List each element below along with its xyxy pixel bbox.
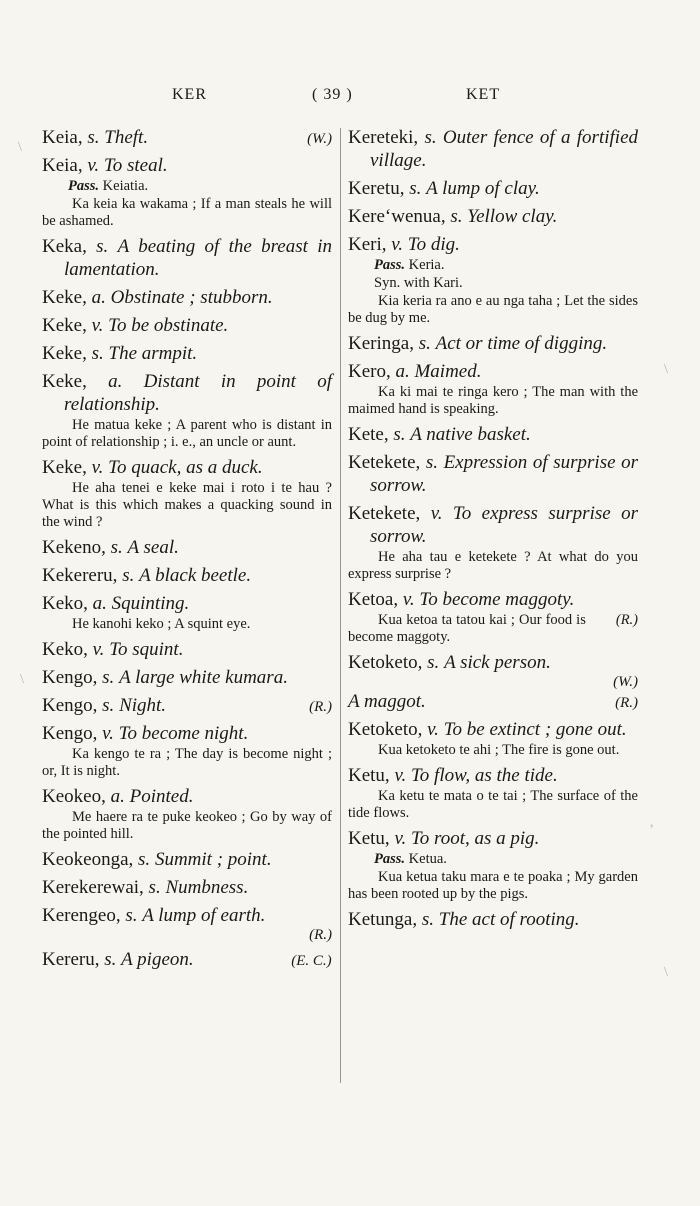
usage-example [348, 549, 638, 583]
part-of-speech: v. [427, 719, 439, 740]
part-of-speech: v. [92, 639, 105, 660]
part-of-speech: a. [92, 593, 107, 614]
part-of-speech: s. [138, 849, 151, 870]
entry-headline [42, 235, 332, 281]
margin-tick-mark: \ [664, 362, 668, 377]
dictionary-entry [42, 666, 332, 689]
entry-headline [348, 651, 638, 674]
part-of-speech: v. [91, 315, 104, 336]
headword: Kengo, [42, 723, 98, 744]
entry-headline [42, 694, 332, 717]
headword: Keko, [42, 639, 88, 660]
dictionary-entry [42, 876, 332, 899]
part-of-speech: s. [122, 565, 135, 586]
example-text: Kua ketua taku mara e te poaka ; My garden has been rooted up by the pigs. [348, 869, 638, 902]
entry-headline [42, 456, 332, 479]
part-of-speech: a. [91, 287, 106, 308]
usage-example [42, 417, 332, 451]
usage-example [348, 869, 638, 903]
dictionary-entry [42, 342, 332, 365]
headword: Keretu, [348, 178, 405, 199]
source-reference: (R.) [309, 699, 332, 715]
entry-headline [42, 722, 332, 745]
definition: A black beetle. [139, 565, 252, 586]
dictionary-entry [42, 564, 332, 587]
dictionary-entry [348, 588, 638, 646]
margin-tick-mark: \ [664, 965, 668, 980]
example-text: He matua keke ; A parent who is distant in point of relationship ; i. e., an uncle or aunt. [42, 417, 332, 450]
header-right-guide-word: KET [466, 86, 501, 103]
entry-headline [42, 848, 332, 871]
dictionary-entry [42, 235, 332, 281]
headword: Kekereru, [42, 565, 118, 586]
margin-tick-mark: \ [20, 672, 24, 687]
definition: To dig. [407, 234, 460, 255]
dictionary-entry [348, 764, 638, 822]
margin-tick-mark: , [650, 815, 654, 830]
headword: Keokeonga, [42, 849, 134, 870]
definition: Numbness. [165, 877, 249, 898]
part-of-speech: v. [430, 503, 443, 524]
margin-tick-mark: \ [18, 140, 22, 155]
example-text: Kia keria ra ano e au nga taha ; Let the sides be dug by me. [348, 293, 638, 326]
entry-headline [42, 666, 332, 689]
headword: Kerengeo, [42, 905, 121, 926]
synonym-note: Syn. with Kari. [374, 275, 463, 291]
entry-headline [348, 451, 638, 497]
part-of-speech: s. [104, 949, 117, 970]
usage-example [348, 788, 638, 822]
source-reference: (W.) [613, 674, 638, 690]
dictionary-entry [42, 286, 332, 309]
dictionary-entry [348, 451, 638, 497]
usage-example [348, 384, 638, 418]
dictionary-entry [42, 785, 332, 843]
dictionary-entry [348, 233, 638, 327]
part-of-speech: s. [110, 537, 123, 558]
headword: Keia, [42, 127, 83, 148]
passive-label: Pass. [374, 851, 406, 867]
dictionary-entry [42, 948, 332, 971]
usage-example [42, 196, 332, 230]
definition: To express surprise or sorrow. [370, 503, 639, 547]
headword: Ketoketo, [348, 719, 423, 740]
dictionary-entry [42, 694, 332, 717]
part-of-speech: s. [409, 178, 422, 199]
entry-headline [348, 233, 638, 256]
definition: Maimed. [414, 361, 482, 382]
entry-headline [42, 286, 332, 309]
definition: A large white kumara. [119, 667, 288, 688]
usage-example [348, 612, 638, 646]
definition: The act of rooting. [438, 909, 580, 930]
entry-headline [42, 342, 332, 365]
part-of-speech: v. [402, 589, 415, 610]
definition: Obstinate ; stubborn. [110, 287, 273, 308]
definition: To become night. [118, 723, 249, 744]
part-of-speech: v. [394, 828, 407, 849]
page-header [0, 86, 700, 110]
passive-label: Pass. [68, 178, 100, 194]
entry-headline [348, 718, 638, 741]
usage-example [42, 616, 332, 633]
headword: Ketunga, [348, 909, 418, 930]
entry-headline [348, 126, 638, 172]
example-text: He kanohi keko ; A squint eye. [72, 616, 251, 632]
definition: A lump of earth. [142, 905, 266, 926]
dictionary-entry [42, 154, 332, 230]
definition: Expression of surprise or sorrow. [370, 452, 638, 496]
usage-example [348, 293, 638, 327]
example-text: Kua ketoketo te ahi ; The fire is gone out. [378, 742, 620, 758]
definition: Theft. [104, 127, 149, 148]
headword: Kekeno, [42, 537, 106, 558]
entry-headline [42, 948, 332, 971]
part-of-speech: s. [450, 206, 463, 227]
entry-headline [42, 785, 332, 808]
example-text: Ka ketu te mata o te tai ; The surface of the tide flows. [348, 788, 638, 821]
entry-headline [42, 638, 332, 661]
entry-headline [42, 370, 332, 416]
headword: Ketu, [348, 765, 390, 786]
part-of-speech: v. [102, 723, 114, 744]
passive-form [374, 850, 638, 868]
headword: Keke, [42, 315, 87, 336]
dictionary-entry [348, 360, 638, 418]
example-text: Ka ki mai te ringa kero ; The man with the maimed hand is speaking. [348, 384, 638, 417]
definition: Distant in point of relationship. [64, 371, 332, 415]
entry-headline [42, 154, 332, 177]
part-of-speech: s. [424, 127, 437, 148]
dictionary-entry [348, 827, 638, 903]
entry-headline [348, 908, 638, 931]
part-of-speech: s. [393, 424, 406, 445]
headword: Keri, [348, 234, 387, 255]
headword: Keokeo, [42, 786, 106, 807]
passive-word: Keria. [408, 257, 445, 273]
passive-word: Keiatia. [102, 178, 149, 194]
part-of-speech: v. [91, 457, 104, 478]
part-of-speech: a. [110, 786, 125, 807]
part-of-speech: v. [87, 155, 100, 176]
entry-headline [348, 423, 638, 446]
entry-headline [42, 592, 332, 615]
definition: To become maggoty. [419, 589, 575, 610]
dictionary-entry [348, 908, 638, 931]
passive-label: Pass. [374, 257, 406, 273]
example-text: Me haere ra te puke keokeo ; Go by way of the pointed hill. [42, 809, 332, 842]
usage-example [348, 742, 638, 759]
definition: A beating of the breast in lamentation. [64, 236, 332, 280]
entry-headline [348, 764, 638, 787]
headword: Kete, [348, 424, 389, 445]
passive-word: Ketua. [408, 851, 447, 867]
part-of-speech: s. [91, 343, 104, 364]
headword: Keringa, [348, 333, 414, 354]
source-reference: (E. C.) [291, 953, 332, 969]
entry-headline [348, 332, 638, 355]
definition: To flow, as the tide. [410, 765, 558, 786]
headword: Kero, [348, 361, 391, 382]
part-of-speech: s. [102, 667, 115, 688]
entry-headline [348, 205, 638, 228]
entry-headline [348, 502, 638, 548]
source-reference: (R.) [615, 612, 638, 628]
dictionary-entry [348, 205, 638, 228]
part-of-speech: a. [395, 361, 410, 382]
dictionary-entry [348, 718, 638, 759]
dictionary-entry [42, 904, 332, 943]
source-reference: (R.) [615, 695, 638, 711]
part-of-speech: s. [418, 333, 431, 354]
definition: A lump of clay. [426, 178, 540, 199]
entry-headline [348, 360, 638, 383]
definition: Summit ; point. [154, 849, 272, 870]
header-left-guide-word: KER [172, 86, 207, 103]
headword: Ketekete, [348, 503, 421, 524]
definition: Act or time of digging. [435, 333, 608, 354]
definition: A pigeon. [121, 949, 194, 970]
entry-headline [42, 314, 332, 337]
example-text: Ka kengo te ra ; The day is become night ; or, It is night. [42, 746, 332, 779]
column-divider [340, 128, 341, 1083]
headword: Keke, [42, 343, 87, 364]
dictionary-entry [42, 456, 332, 531]
example-text: Kua ketoa ta tatou kai ; Our food is become maggoty. [348, 612, 586, 645]
page-number: ( 39 ) [312, 86, 353, 103]
part-of-speech: v. [394, 765, 407, 786]
usage-example [42, 480, 332, 531]
headword: Keke, [42, 287, 87, 308]
right-column [348, 126, 638, 931]
entry-headline [42, 126, 332, 149]
definition: To squint. [109, 639, 184, 660]
headword: Ketu, [348, 828, 390, 849]
dictionary-entry [42, 536, 332, 559]
headword: Kengo, [42, 695, 98, 716]
part-of-speech: s. [87, 127, 100, 148]
headword: Kere‘wenua, [348, 206, 446, 227]
headword: Keka, [42, 236, 87, 257]
definition: To steal. [103, 155, 168, 176]
entry-headline [348, 827, 638, 850]
passive-form [68, 177, 332, 195]
entry-headline [348, 588, 638, 611]
headword: Keke, [42, 371, 87, 392]
dictionary-entry [348, 423, 638, 446]
dictionary-entry [348, 126, 638, 172]
definition: A seal. [127, 537, 179, 558]
definition: To root, as a pig. [410, 828, 540, 849]
definition: Outer fence of a fortified village. [370, 127, 638, 171]
dictionary-entry [348, 177, 638, 200]
definition: To be obstinate. [108, 315, 229, 336]
definition: The armpit. [108, 343, 198, 364]
dictionary-entry [42, 592, 332, 633]
headword: Keke, [42, 457, 87, 478]
entry-headline [42, 876, 332, 899]
part-of-speech: s. [421, 909, 435, 930]
usage-example [42, 746, 332, 780]
passive-form [374, 256, 638, 274]
entry-headline [42, 564, 332, 587]
headword: Ketoketo, [348, 652, 423, 673]
dictionary-entry [348, 651, 638, 713]
definition: A sick person. [444, 652, 551, 673]
part-of-speech: s. [425, 452, 438, 473]
entry-headline [348, 177, 638, 200]
part-of-speech: s. [427, 652, 440, 673]
example-text: He aha tenei e keke mai i roto i te hau ? What is this which makes a quacking sound in the wind ? [42, 480, 332, 530]
part-of-speech: s. [125, 905, 138, 926]
definition: To be extinct ; gone out. [443, 719, 627, 740]
definition: Yellow clay. [467, 206, 558, 227]
headword: Kengo, [42, 667, 98, 688]
source-reference: (W.) [307, 131, 332, 147]
dictionary-entry [42, 638, 332, 661]
entry-headline [42, 536, 332, 559]
dictionary-entry [348, 332, 638, 355]
definition: A native basket. [410, 424, 531, 445]
dictionary-entry [42, 370, 332, 451]
example-text: He aha tau e ketekete ? At what do you express surprise ? [348, 549, 638, 582]
headword: Kerekerewai, [42, 877, 144, 898]
entry-second-definition [348, 690, 638, 713]
headword: Ketekete, [348, 452, 421, 473]
dictionary-entry [348, 502, 638, 583]
part-of-speech: s. [148, 877, 161, 898]
headword: Kereteki, [348, 127, 419, 148]
entry-headline [42, 904, 332, 927]
part-of-speech: a. [108, 371, 123, 392]
left-column [42, 126, 332, 973]
dictionary-entry [42, 126, 332, 149]
dictionary-entry [42, 722, 332, 780]
definition: To quack, as a duck. [108, 457, 263, 478]
definition: Pointed. [129, 786, 194, 807]
headword: Keia, [42, 155, 83, 176]
dictionary-entry [42, 314, 332, 337]
headword: Kereru, [42, 949, 100, 970]
definition: Squinting. [111, 593, 190, 614]
example-text: Ka keia ka wakama ; If a man steals he will be ashamed. [42, 196, 332, 229]
headword: Keko, [42, 593, 88, 614]
source-reference: (R.) [309, 927, 332, 943]
part-of-speech: s. [102, 695, 115, 716]
headword: Ketoa, [348, 589, 399, 610]
part-of-speech: v. [391, 234, 404, 255]
usage-example [42, 809, 332, 843]
definition: Night. [119, 695, 167, 716]
part-of-speech: s. [96, 236, 109, 257]
dictionary-entry [42, 848, 332, 871]
definition: A maggot. [348, 691, 426, 712]
